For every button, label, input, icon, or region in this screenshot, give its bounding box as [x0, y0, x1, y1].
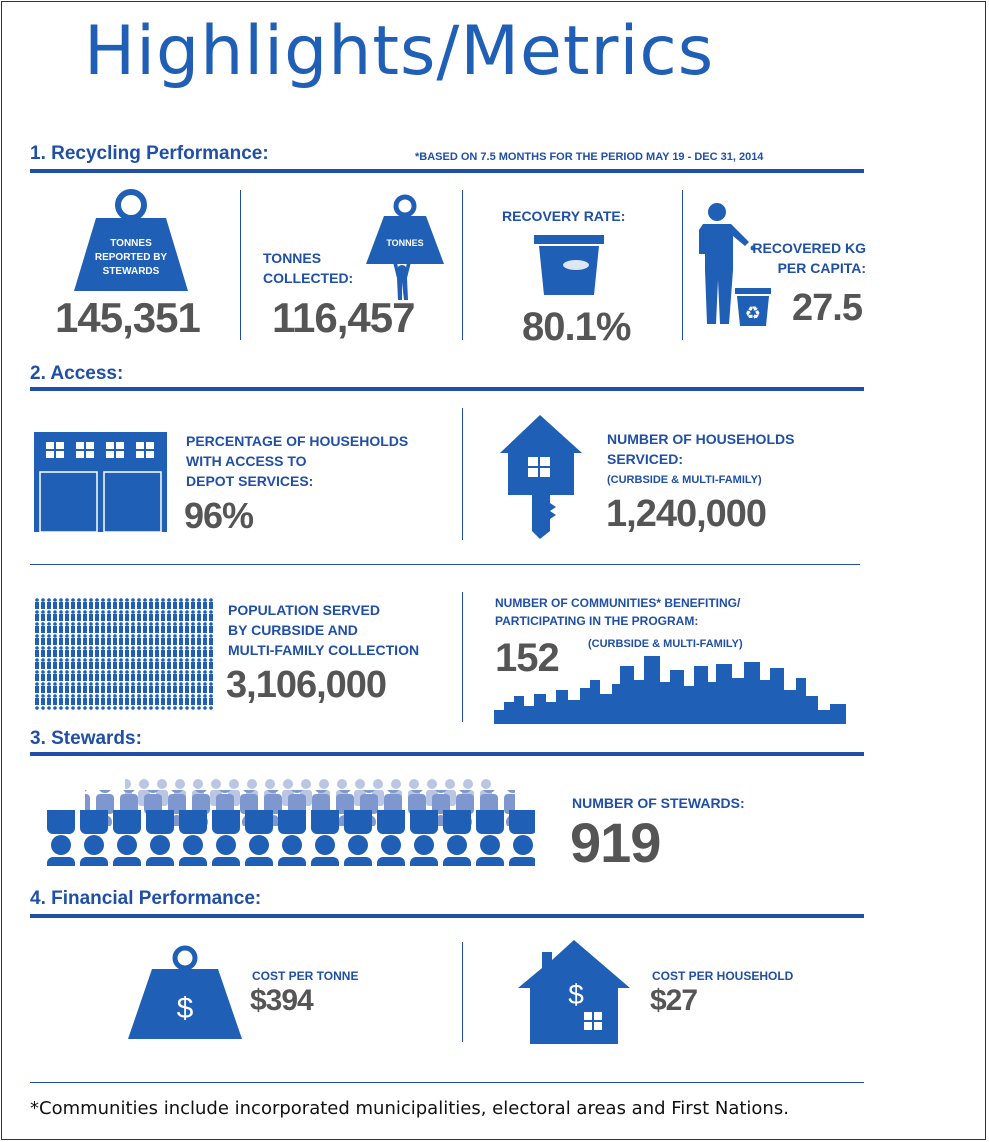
- communities-value: 152: [495, 636, 559, 680]
- footnote: *Communities include incorporated municipalities, electoral areas and First Nations.: [30, 1098, 789, 1119]
- population-served-value: 3,106,000: [226, 664, 387, 706]
- weight-icon-label: TONNES REPORTED BY STEWARDS: [94, 238, 168, 277]
- period-note: *BASED ON 7.5 MONTHS FOR THE PERIOD MAY 19 - DEC 31, 2014: [415, 151, 764, 163]
- cost-per-tonne-label: COST PER TONNE: [252, 969, 359, 983]
- divider-line: [30, 564, 860, 565]
- tonnes-collected-label: TONNES COLLECTED:: [263, 250, 354, 286]
- section-heading-access: 2. Access:: [30, 363, 124, 384]
- svg-text:$: $: [176, 992, 194, 1025]
- cost-per-household-label: COST PER HOUSEHOLD: [652, 969, 794, 983]
- stewards-label: NUMBER OF STEWARDS:: [572, 795, 745, 811]
- cost-per-tonne-value: $394: [250, 984, 313, 1017]
- person-lifting-weight-label: [360, 192, 450, 302]
- column-divider: [462, 942, 463, 1042]
- divider-line: [30, 1082, 864, 1083]
- page-title: Highlights/Metrics: [84, 12, 715, 91]
- households-serviced-label: NUMBER OF HOUSEHOLDS SERVICED:: [607, 431, 795, 467]
- depot-access-value: 96%: [184, 495, 254, 536]
- column-divider: [462, 190, 463, 340]
- section-rule: [30, 387, 864, 391]
- cost-per-household-value: $27: [650, 984, 698, 1017]
- stewards-value: 919: [570, 811, 661, 874]
- section-heading-financial: 4. Financial Performance:: [30, 888, 262, 909]
- dollar-icon: [126, 945, 244, 1041]
- section-rule: [30, 914, 864, 918]
- crowd-icon: [45, 778, 535, 866]
- depot-access-label: PERCENTAGE OF HOUSEHOLDS WITH ACCESS TO DEPOT SERVICES:: [186, 433, 409, 489]
- recovery-rate-value: 80.1%: [522, 305, 631, 349]
- section-rule: [30, 752, 864, 756]
- recovered-kg-label: RECOVERED KG PER CAPITA:: [752, 240, 866, 276]
- communities-note: (CURBSIDE & MULTI-FAMILY): [588, 638, 743, 650]
- city-skyline-icon: [494, 656, 846, 724]
- column-divider: [682, 190, 683, 340]
- svg-text:$: $: [568, 979, 584, 1010]
- tonnes-collected-value: 116,457: [272, 294, 415, 341]
- svg-text:TONNES: TONNES: [386, 238, 424, 248]
- depot-building-icon: [34, 432, 167, 532]
- column-divider: [462, 408, 463, 540]
- house-dollar-icon: [518, 940, 630, 1044]
- section-rule: [30, 169, 864, 173]
- households-serviced-value: 1,240,000: [606, 493, 767, 535]
- recycling-bin-icon: [534, 235, 604, 297]
- column-divider: [462, 592, 463, 722]
- section-heading-recycling: 1. Recycling Performance:: [30, 143, 269, 164]
- column-divider: [240, 190, 241, 340]
- house-key-icon: [498, 415, 583, 540]
- svg-text:♻: ♻: [744, 303, 762, 324]
- tonnes-reported-value: 145,351: [55, 294, 200, 341]
- recovered-kg-value: 27.5: [792, 287, 862, 329]
- households-serviced-note: (CURBSIDE & MULTI-FAMILY): [607, 474, 762, 486]
- population-people-icon: [34, 598, 214, 710]
- recovery-rate-label: RECOVERY RATE:: [502, 208, 626, 224]
- communities-label: NUMBER OF COMMUNITIES* BENEFITING/ PARTICIPATING IN THE PROGRAM:: [495, 596, 741, 628]
- population-served-label: POPULATION SERVED BY CURBSIDE AND MULTI-FAMILY COLLECTION: [228, 602, 420, 658]
- section-heading-stewards: 3. Stewards:: [30, 728, 142, 749]
